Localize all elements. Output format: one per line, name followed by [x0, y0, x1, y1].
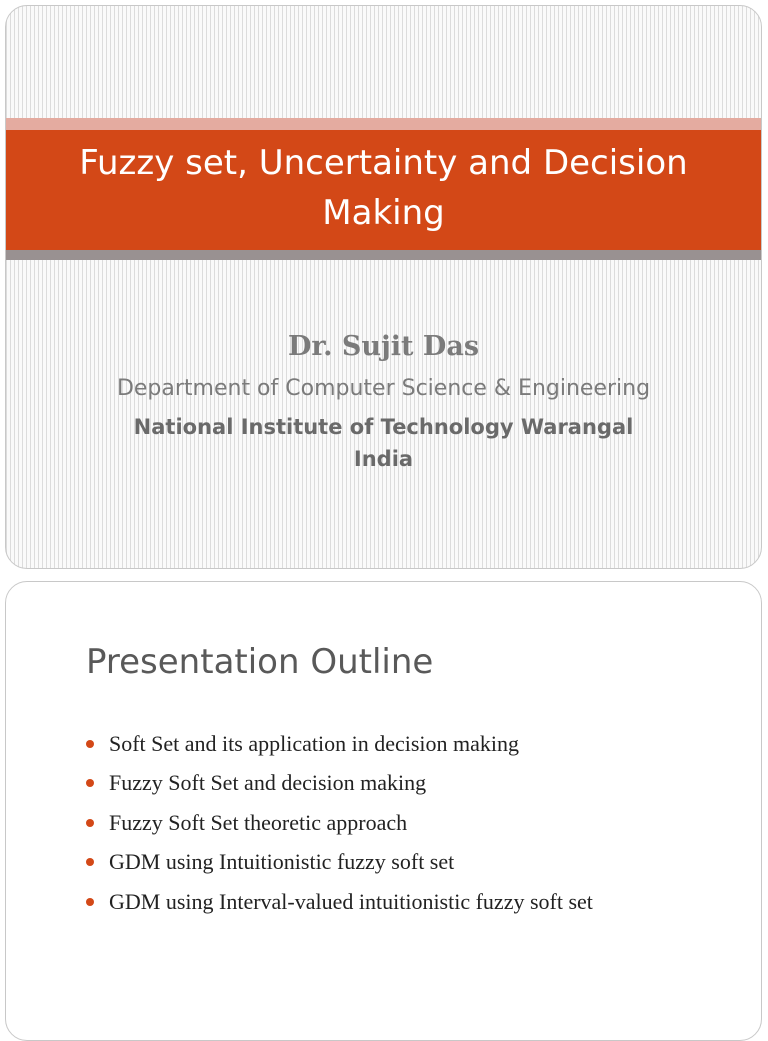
slide-title: Fuzzy set, Uncertainty and Decision Making: [79, 143, 688, 233]
author-name: Dr. Sujit Das: [287, 331, 480, 362]
department-name: Department of Computer Science & Engineering: [116, 376, 651, 401]
outline-heading: Presentation Outline: [86, 642, 434, 682]
bullet-text: Fuzzy Soft Set and decision making: [109, 770, 427, 796]
country-name: India: [353, 447, 414, 471]
list-item: [86, 764, 593, 804]
list-item: [86, 803, 593, 843]
list-item: [86, 843, 593, 883]
bullet-icon: [86, 779, 94, 787]
title-band: [6, 130, 761, 250]
institute-name: National Institute of Technology Warangal: [133, 415, 634, 439]
title-slide[interactable]: [5, 5, 762, 569]
bullet-icon: [86, 740, 94, 748]
list-item: [86, 724, 593, 764]
bullet-text: Soft Set and its application in decision making: [109, 730, 519, 756]
bullet-text: Fuzzy Soft Set theoretic approach: [109, 809, 408, 835]
list-item: [86, 882, 593, 922]
bullet-icon: [86, 819, 94, 827]
outline-slide[interactable]: [5, 581, 762, 1041]
title-bottom-strip: [6, 250, 761, 260]
title-top-strip: [6, 118, 761, 130]
bullet-text: GDM using Interval-valued intuitionistic fuzzy soft set: [109, 888, 593, 914]
bullet-text: GDM using Intuitionistic fuzzy soft set: [109, 849, 455, 875]
bullet-icon: [86, 858, 94, 866]
bullet-list: [86, 724, 593, 922]
bullet-icon: [86, 898, 94, 906]
